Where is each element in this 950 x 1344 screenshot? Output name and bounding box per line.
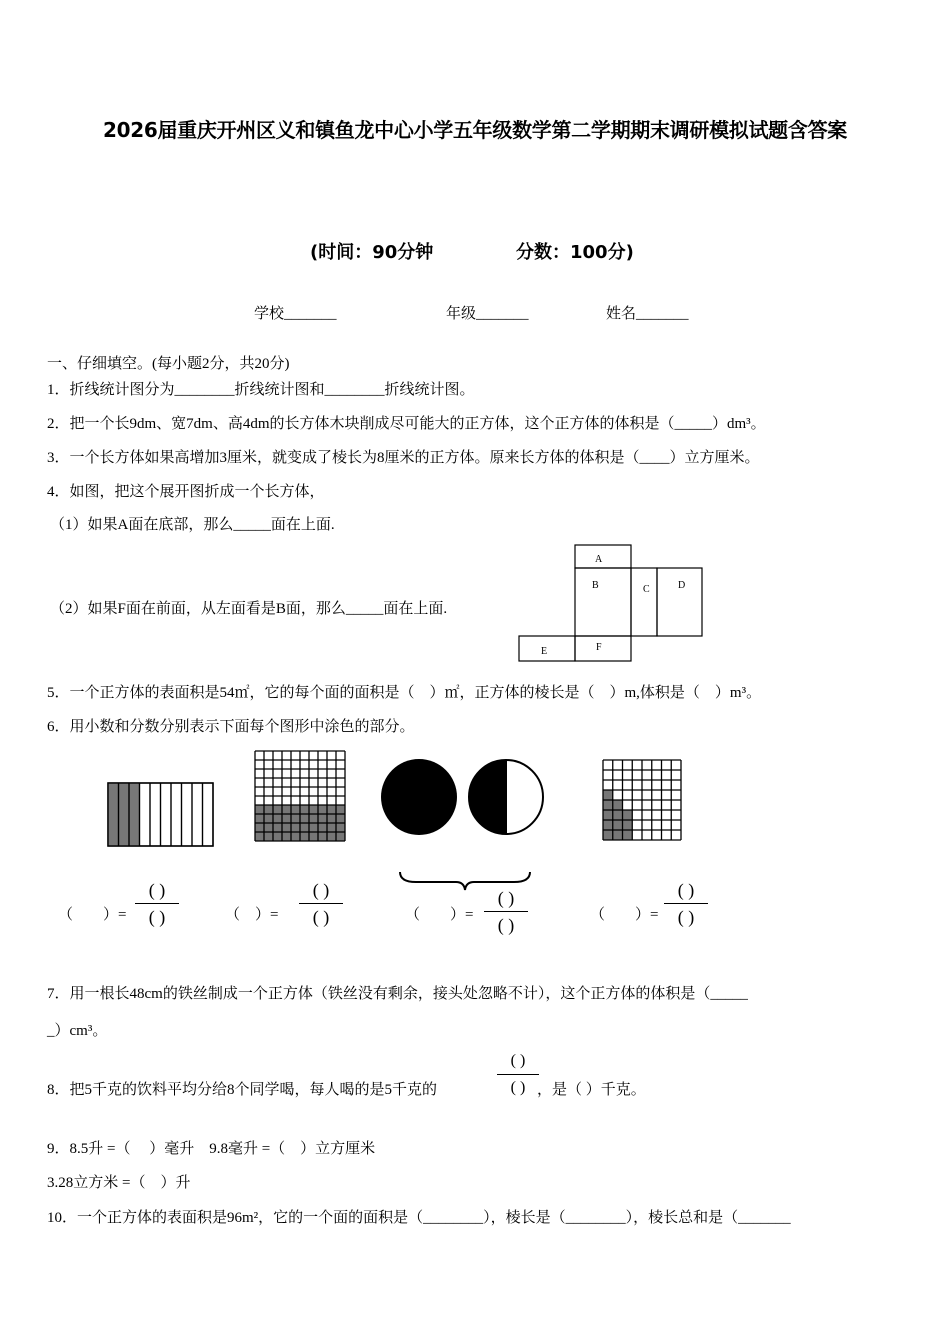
answer-blank-3: （ ）= — [405, 907, 474, 923]
question-4-part-2: （2）如果F面在前面，从左面看是B面，那么_____面在上面. — [50, 601, 448, 617]
net-label-a: A — [595, 554, 603, 565]
fraction-2-denominator: ( ) — [312, 907, 330, 927]
fraction-q8 — [497, 1050, 539, 1099]
fraction-3-numerator: ( ) — [497, 888, 515, 908]
name-field: 姓名_______ — [606, 306, 689, 322]
question-9-line-1: 9．8.5升 =（ ）毫升 9.8毫升 =（ ）立方厘米 — [47, 1141, 376, 1157]
net-label-c: C — [643, 584, 650, 595]
fraction-1-numerator: ( ) — [148, 880, 166, 900]
net-label-e: E — [541, 646, 548, 657]
fraction-3 — [484, 887, 528, 936]
fraction-3-denominator: ( ) — [497, 915, 515, 935]
figure-strips — [108, 783, 214, 847]
question-10: 10．一个正方体的表面积是96m²，它的一个面的面积是（________），棱长是（________），棱长总和是（_______ — [47, 1210, 791, 1226]
page-title: 2026届重庆开州区义和镇鱼龙中心小学五年级数学第二学期期末调研模拟试题含答案 — [103, 118, 847, 142]
fraction-4-denominator: ( ) — [677, 907, 695, 927]
section-heading: 一、仔细填空。(每小题2分，共20分) — [47, 356, 290, 372]
figure-circles — [380, 759, 546, 837]
question-4-part-1: （1）如果A面在底部，那么_____面在上面. — [50, 517, 335, 533]
question-3: 3．一个长方体如果高增加3厘米，就变成了棱长为8厘米的正方体。原来长方体的体积是（____）立方厘米。 — [47, 450, 760, 466]
exam-score: 分数：100分) — [516, 242, 634, 263]
question-5: 5．一个正方体的表面积是54㎡，它的每个面的面积是（ ）㎡，正方体的棱长是（ ）m,体积是（ ）m³。 — [47, 685, 762, 701]
question-8-part-2: ，是（ ）千克。 — [537, 1082, 646, 1098]
fraction-4-numerator: ( ) — [677, 880, 695, 900]
fraction-q8-numerator: ( ) — [510, 1052, 526, 1069]
question-8-part-1: 8．把5千克的饮料平均分给8个同学喝，每人喝的是5千克的 — [47, 1082, 438, 1098]
question-9-line-2: 3.28立方米 =（ ）升 — [47, 1175, 191, 1191]
question-7-line-2: _）cm³。 — [47, 1023, 108, 1039]
answer-blank-1: （ ）= — [58, 907, 127, 923]
question-2: 2．把一个长9dm、宽7dm、高4dm的长方体木块削成尽可能大的正方体，这个正方体的体积是（_____）dm³。 — [47, 416, 766, 432]
figure-hundred-grid — [255, 751, 347, 843]
net-label-f: F — [596, 642, 602, 653]
answer-blank-2: （ ）= — [225, 907, 279, 923]
exam-time: (时间：90分钟 — [310, 242, 434, 263]
fraction-4 — [664, 879, 708, 928]
figure-square-grid — [603, 760, 683, 842]
fraction-1 — [135, 879, 179, 928]
question-6: 6．用小数和分数分别表示下面每个图形中涂色的部分。 — [47, 719, 415, 735]
fraction-2-numerator: ( ) — [312, 880, 330, 900]
net-label-d: D — [678, 580, 686, 591]
answer-blank-4: （ ）= — [590, 907, 659, 923]
net-label-b: B — [592, 580, 599, 591]
fraction-q8-denominator: ( ) — [510, 1079, 526, 1096]
question-4: 4．如图，把这个展开图折成一个长方体， — [47, 484, 325, 500]
question-1: 1．折线统计图分为________折线统计图和________折线统计图。 — [47, 382, 475, 398]
fraction-1-denominator: ( ) — [148, 907, 166, 927]
fraction-2 — [299, 879, 343, 928]
question-7-line-1: 7．用一根长48cm的铁丝制成一个正方体（铁丝没有剩余，接头处忽略不计），这个正方体的体积是（_____ — [47, 986, 748, 1002]
grade-field: 年级_______ — [446, 306, 529, 322]
school-field: 学校_______ — [254, 306, 337, 322]
